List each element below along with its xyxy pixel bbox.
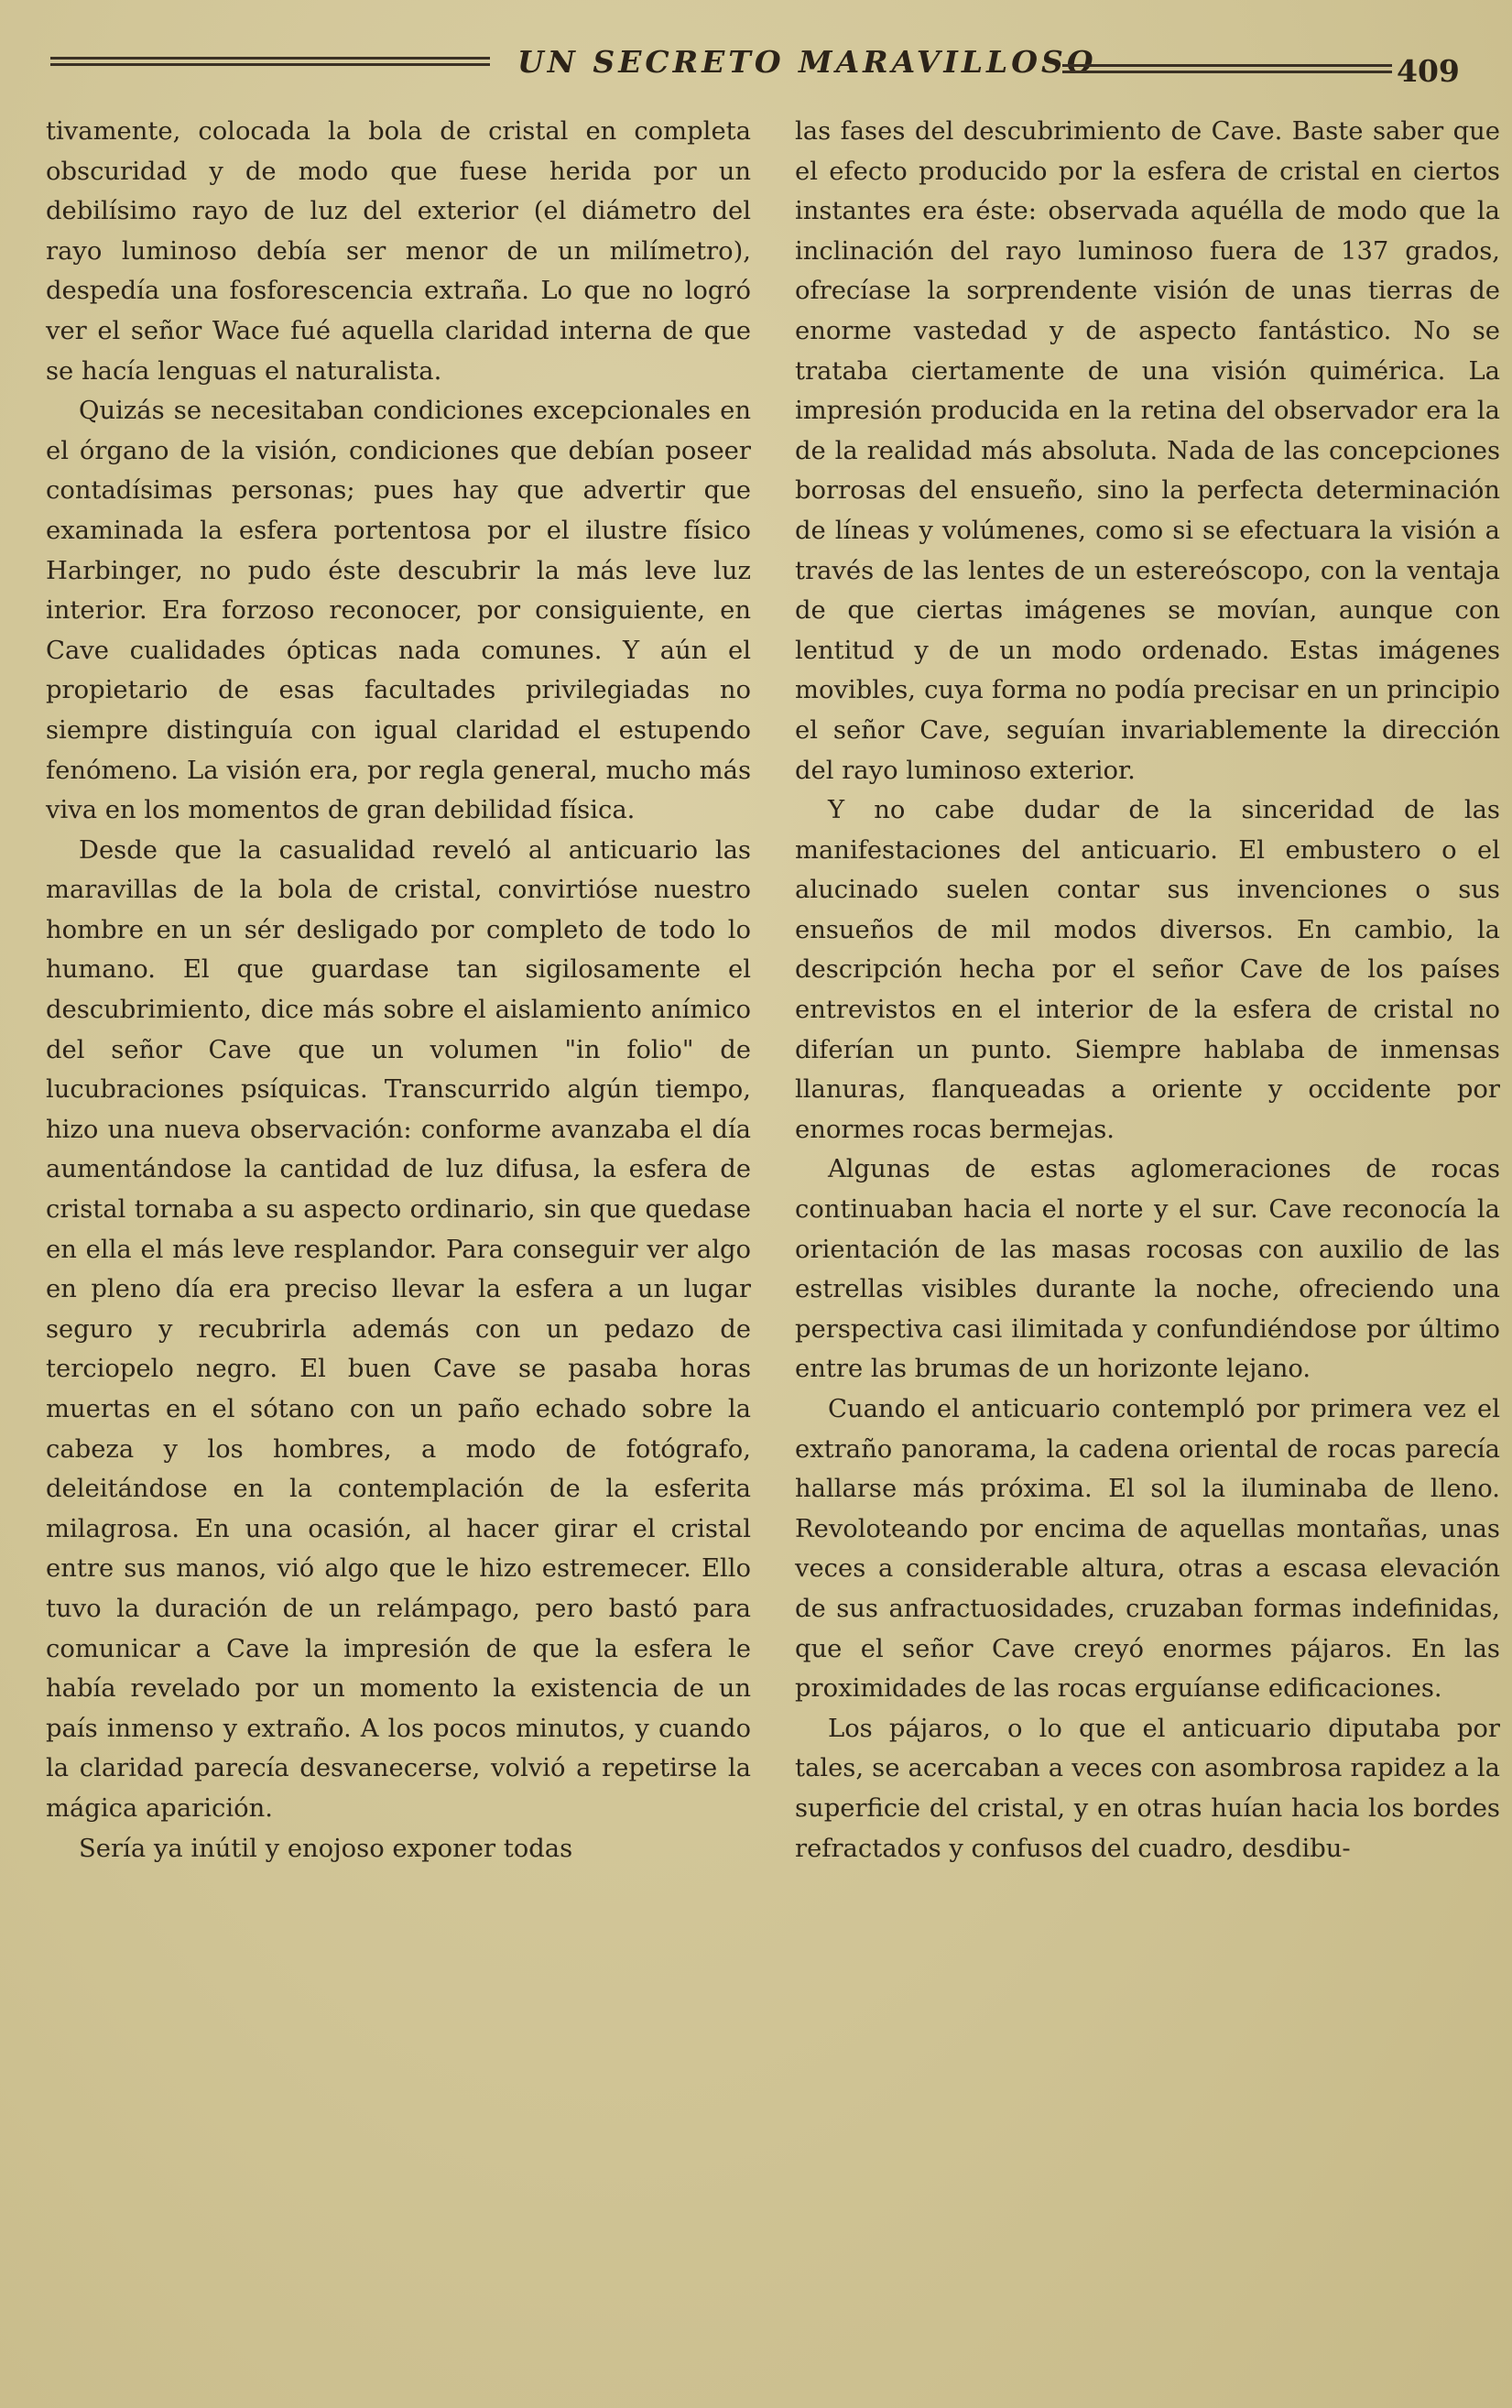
- page-number: 409: [1397, 53, 1460, 89]
- paragraph: Quizás se necesitaban condiciones excepcionales en el órgano de la visión, condiciones que debían poseer contadísimas personas; pues hay que advertir que examinada la esfera portentosa por el ilustre físico Harbinger, no pudo éste descubrir la más leve luz interior. Era forzoso reconocer, por consiguiente, en Cave cualidades ópticas nada comunes. Y aún el propietario de esas facultades privilegiadas no siempre distinguía con igual claridad el estupendo fenómeno. La visión era, por regla general, mucho más viva en los momentos de gran debilidad física.: [46, 397, 751, 825]
- paragraph: Sería ya inútil y enojoso exponer todas: [79, 1834, 573, 1863]
- header-rule-left: [50, 57, 490, 66]
- paragraph: tivamente, colocada la bola de cristal en completa obscuridad y de modo que fuese herida por un debilísimo rayo de luz del exterior (el diámetro del rayo luminoso debía ser menor de un milímetro), despedía una fosforescencia extraña. Lo que no logró ver el señor Wace fué aquella claridad interna de que se hacía lenguas el naturalista.: [46, 117, 751, 386]
- paragraph: las fases del descubrimiento de Cave. Baste saber que el efecto producido por la esfera de cristal en ciertos instantes era éste: observada aquélla de modo que la inclinación del rayo luminoso fuera de 137 grados, ofrecíase la sorprendente visión de unas tierras de enorme vastedad y de aspecto fantástico. No se trataba ciertamente de una visión quimérica. La impresión producida en la retina del observador era la de la realidad más absoluta. Nada de las concepciones borrosas del ensueño, sino la perfecta determinación de líneas y volúmenes, como si se efectuara la visión a través de las lentes de un estereóscopo, con la ventaja de que ciertas imágenes se movían, aunque con lentitud y de un modo ordenado. Estas imágenes movibles, cuya forma no podía precisar en un principio el señor Cave, seguían invariablemente la dirección del rayo luminoso exterior.: [795, 117, 1500, 785]
- page-header: [50, 37, 1461, 92]
- running-title: UN SECRETO MARAVILLOSO: [517, 44, 1097, 80]
- paragraph: Los pájaros, o lo que el anticuario diputaba por tales, se acercaban a veces con asombrosa rapidez a la superficie del cristal, y en otras huían hacia los bordes refractados y confusos del cuadro, desdibu-: [795, 1714, 1500, 1863]
- left-column: [46, 112, 751, 1869]
- paragraph: Y no cabe dudar de la sinceridad de las manifestaciones del anticuario. El embustero o el alucinado suelen contar sus invenciones o sus ensueños de mil modos diversos. En cambio, la descripción hecha por el señor Cave de los países entrevistos en el interior de la esfera de cristal no diferían un punto. Siempre hablaba de inmensas llanuras, flanqueadas a oriente y occidente por enormes rocas bermejas.: [795, 796, 1500, 1144]
- paragraph: Cuando el anticuario contempló por primera vez el extraño panorama, la cadena oriental de rocas parecía hallarse más próxima. El sol la iluminaba de lleno. Revoloteando por encima de aquellas montañas, unas veces a considerable altura, otras a escasa elevación de sus anfractuosidades, cruzaban formas indefinidas, que el señor Cave creyó enormes pájaros. En las proximidades de las rocas erguíanse edificaciones.: [795, 1395, 1500, 1704]
- paragraph: Desde que la casualidad reveló al anticuario las maravillas de la bola de cristal, convirtióse nuestro hombre en un sér desligado por completo de todo lo humano. El que guardase tan sigilosamente el descubrimiento, dice más sobre el aislamiento anímico del señor Cave que un volumen "in folio" de lucubraciones psíquicas. Transcurrido algún tiempo, hizo una nueva observación: conforme avanzaba el día aumentándose la cantidad de luz difusa, la esfera de cristal tornaba a su aspecto ordinario, sin que quedase en ella el más leve resplandor. Para conseguir ver algo en pleno día era preciso llevar la esfera a un lugar seguro y recubrirla además con un pedazo de terciopelo negro. El buen Cave se pasaba horas muertas en el sótano con un paño echado sobre la cabeza y los hombres, a modo de fotógrafo, deleitándose en la contemplación de la esferita milagrosa. En una ocasión, al hacer girar el cristal entre sus manos, vió algo que le hizo estremecer. Ello tuvo la duración de un relámpago, pero bastó para comunicar a Cave la impresión de que la esfera le había revelado por un momento la existencia de un país inmenso y extraño. A los pocos minutos, y cuando la claridad parecía desvanecerse, volvió a repetirse la mágica aparición.: [46, 835, 751, 1823]
- right-column: [795, 112, 1500, 1869]
- header-rule-right: [1062, 64, 1392, 73]
- paragraph: Algunas de estas aglomeraciones de rocas continuaban hacia el norte y el sur. Cave reconocía la orientación de las masas rocosas con auxilio de las estrellas visibles durante la noche, ofreciendo una perspectiva casi ilimitada y confundiéndose por último entre las brumas de un horizonte lejano.: [795, 1155, 1500, 1384]
